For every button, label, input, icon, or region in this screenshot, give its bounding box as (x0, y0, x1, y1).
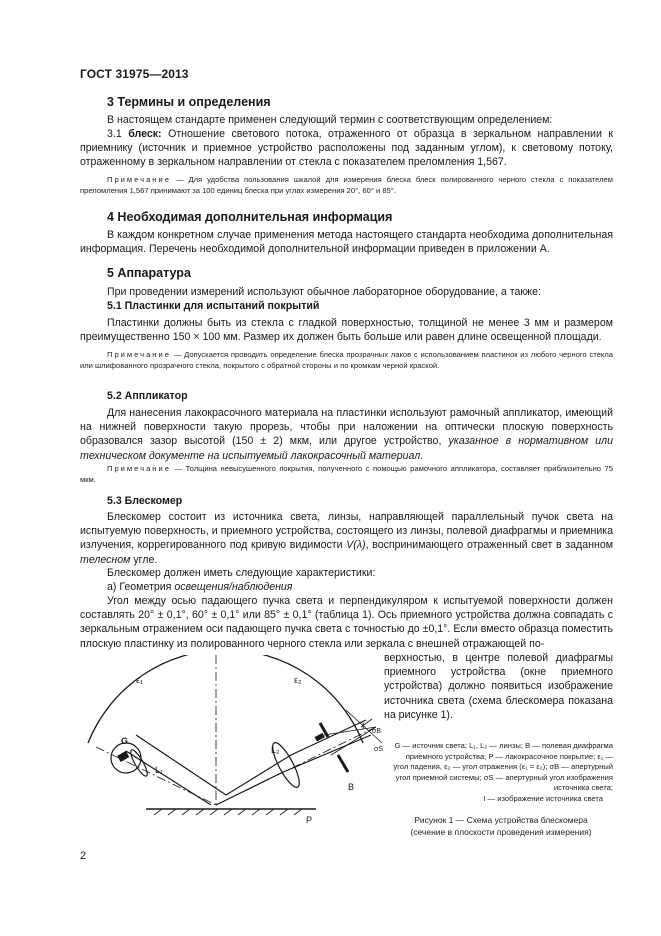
note-label: Примечание (107, 464, 171, 473)
document-header: ГОСТ 31975—2013 (80, 67, 189, 81)
definition-number: 3.1 (107, 128, 122, 140)
glossmeter-diagram (76, 655, 386, 855)
section-4-title: 4 Необходимая дополнительная информация (107, 210, 393, 224)
section-5-1-text: Пластинки должны быть из стекла с гладкой поверхностью, толщиной не менее 3 мм и размером преимущественно 150 × 100 мм. Размер их должен быть больше или равен длине освещенной площади. (80, 317, 613, 344)
surface-hatch (154, 809, 302, 815)
section-5-1-note (80, 349, 613, 371)
solid-word: телесном (80, 553, 131, 566)
section-5-2-title: 5.2 Аппликатор (107, 390, 188, 402)
section-5-1-title: 5.1 Пластинки для испытаний покрытий (107, 300, 320, 312)
note-text: — Для удобства пользования шкалой для измерения блеска блеск полированного черного стекла с показателем преломления 1,567 принимают за 100 единиц блеска при углах измерения 20°, 60° и 85°. (80, 175, 613, 195)
section-3-intro: В настоящем стандарте применен следующий термин с соответствующим определением: (107, 114, 553, 126)
glossmeter-text-c: угле. (130, 553, 158, 566)
field-diaphragm (338, 755, 348, 772)
figure-legend: G — источник света; L₁, L₂ — линзы; B — полевая диафрагма приемного устройства; P — лакокрасочное покрытие; ε₁ — угол падения, ε₂ — угол отражения (ε₁ = ε₂); σB — апертурный угол приемной системы; σS — апертурный угол изображения источника света; (393, 741, 613, 793)
figure-legend-2: I — изображение источника света (483, 794, 603, 803)
note-text: — Допускается проводить определение блеска прозрачных лаков с использованием пластинок из любого черного стекла или шлифованного прозрачного стекла, покрытого с обратной стороны и по кромкам черной краской. (80, 350, 613, 370)
lens-l1 (128, 748, 150, 778)
item-a-prefix: а) Геометрия (107, 581, 175, 593)
label-b: B (348, 782, 355, 792)
label-i: I (362, 721, 365, 731)
section-5-intro: При проведении измерений используют обычное лабораторное оборудование, а также: (107, 286, 541, 298)
label-p: P (306, 815, 313, 825)
section-5-3-text (80, 510, 613, 567)
note-label: Примечание (107, 350, 171, 359)
label-g: G (121, 736, 129, 746)
definition-term: блеск: (128, 128, 162, 140)
section-5-3-p3-continued: верхностью, в центре полевой диафрагмы приемного устройства (окне приемного устройства) должно появиться изображение источника света (схема блескомера показана на рисунке 1). (384, 652, 613, 721)
section-5-3-p3: Угол между осью падающего пучка света и перпендикуляром к испытуемой поверхности должен составлять 20° ± 0,1°, 60° ± 0,1° или 85° ± 0,1° (таблица 1). Ось приемного устройства должна совпадать с зеркальным отражением оси падающего пучка света с точностью до ±0,1°. Если вместо образца поместить плоскую пластинку из полированного черного стекла или зеркала с внешней отражающей по- (80, 595, 613, 650)
label-sb: σB (372, 728, 381, 735)
section-3-title: 3 Термины и определения (107, 95, 271, 109)
definition-3-1 (80, 127, 613, 170)
note-text: — Толщина невысушенного покрытия, полученного с помощью рамочного аппликатора, составляет приблизительно 75 мкм. (80, 464, 613, 484)
section-5-2-text (80, 406, 613, 463)
glossmeter-text-b: , воспринимающего отраженный свет в заданном (365, 539, 613, 552)
label-e2: ε₂ (294, 675, 302, 685)
section-5-2-note (80, 463, 613, 485)
section-5-3-p2: Блескомер должен иметь следующие характеристики: (107, 567, 376, 579)
section-5-title: 5 Аппаратура (107, 266, 191, 280)
section-3-note (80, 174, 613, 196)
section-5-3-title: 5.3 Блескомер (107, 495, 183, 507)
figure-caption: Рисунок 1 — Схема устройства блескомера (414, 815, 588, 825)
visibility-curve: V(λ) (346, 539, 366, 552)
label-ss: σS (374, 746, 383, 753)
definition-text: Отношение светового потока, отраженного от образца в зеркальном направлении к приемнику (источник и приемное устройство расположены под заданным углом), к световому потоку, отраженному в зеркальном направлении от стекла с показателем преломления 1,567. (80, 128, 613, 169)
applicator-text: Для нанесения лакокрасочного материала на пластинки используют рамочный аппликатор, имеющий на нижней поверхности такую прорезь, чтобы при наложении на оптически плоскую поверхность образовался зазор высотой (150 ± 2) мкм, или другое устройство, (80, 407, 613, 448)
section-4-text: В каждом конкретном случае применения метода настоящего стандарта необходима дополнительная информация. Перечень необходимой дополнительной информации приведен в приложении А. (80, 229, 613, 256)
glossmeter-text-a: Блескомер состоит из источника света, линзы, направляющей параллельный пучок света на испытуемую поверхность, и приемного устройства, состоящего из линзы, полевой диафрагмы и приемника излучения, коррегированного под кривую видимости (80, 511, 613, 552)
item-a-geometry (107, 580, 607, 594)
figure-caption-2: (сечение в плоскости проведения измерения) (410, 827, 592, 837)
label-l2: L₂ (271, 745, 280, 755)
item-a-italic: освещения/наблюдения (174, 581, 293, 593)
incident-beam (126, 735, 226, 805)
label-l1: L₁ (155, 765, 164, 775)
reflected-beam (216, 720, 371, 805)
angle-arc (88, 655, 363, 743)
label-e1: ε₁ (136, 675, 144, 685)
note-label: Примечание (107, 175, 171, 184)
applicator-text-italic: указанное в нормативном или техническом документе на испытуемый лакокрасочный материал. (80, 435, 613, 462)
page-number: 2 (80, 850, 87, 862)
